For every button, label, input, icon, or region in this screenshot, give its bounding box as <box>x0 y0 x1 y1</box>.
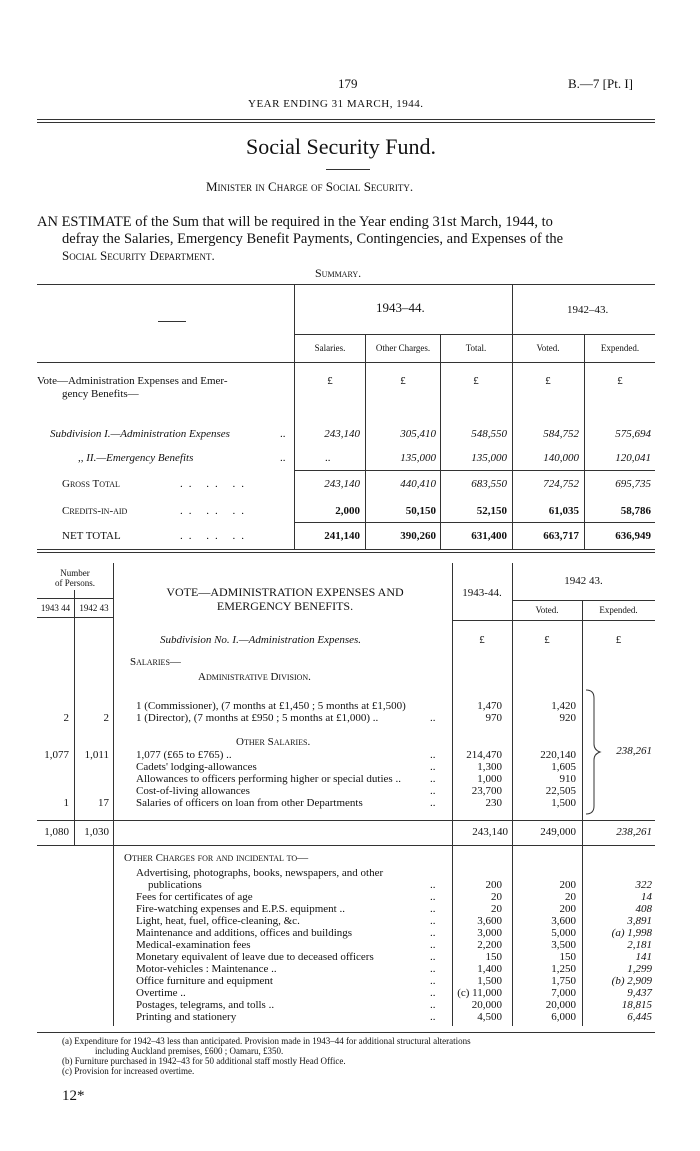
other-charge-voted: 7,000 <box>551 987 576 999</box>
salary-row-text: Salaries of officers on loan from other Departments <box>136 797 363 809</box>
summary-subhead-rule <box>294 334 655 335</box>
detail-head-rule <box>452 620 655 621</box>
salary-row-estimate: 214,470 <box>466 749 502 761</box>
summary-value: 120,041 <box>615 452 651 464</box>
leader-dots: .. <box>430 975 436 987</box>
summary-head-rule <box>37 362 655 363</box>
other-charge-text: Light, heat, fuel, office-cleaning, &c. <box>136 915 300 927</box>
header-rule <box>37 119 655 120</box>
persons-head-rule <box>37 598 113 599</box>
leader-dots: .. .. .. <box>180 505 250 517</box>
salary-row-estimate: 1,300 <box>477 761 502 773</box>
leader-dots: .. <box>430 987 436 999</box>
total-expended: 238,261 <box>616 826 652 838</box>
other-charge-estimate: 20 <box>491 891 502 903</box>
header-rule-2 <box>37 122 655 123</box>
col-salaries: Salaries. <box>314 343 346 353</box>
year-1943-44: 1943 44 <box>40 603 71 613</box>
summary-value: .. <box>325 452 331 464</box>
summary-col-divider <box>365 334 366 550</box>
footnote-b: (b) Furniture purchased in 1942–43 for 50 additional staff mostly Head Office. <box>62 1056 346 1066</box>
header-subtitle: YEAR ENDING 31 MARCH, 1944. <box>248 98 424 110</box>
summary-row-label: ,, II.—Emergency Benefits <box>78 452 194 464</box>
col-other-charges: Other Charges. <box>375 343 431 353</box>
other-charge-estimate: 4,500 <box>477 1011 502 1023</box>
summary-rule <box>294 470 655 471</box>
page-title: Social Security Fund. <box>246 134 437 159</box>
other-charge-text: Motor-vehicles : Maintenance .. <box>136 963 277 975</box>
leader-dots: .. <box>430 999 436 1011</box>
total-persons-1943: 1,080 <box>44 826 69 838</box>
num-persons-label: of Persons. <box>55 578 95 588</box>
salary-row-estimate: 970 <box>485 712 502 724</box>
other-charge-voted: 1,750 <box>551 975 576 987</box>
detail-heading: EMERGENCY BENEFITS. <box>216 599 354 613</box>
pound-sign: £ <box>617 375 623 387</box>
summary-value: 695,735 <box>615 478 651 490</box>
summary-value: 52,150 <box>476 505 507 517</box>
other-charge-expended: 6,445 <box>627 1011 652 1023</box>
summary-dash <box>158 321 186 322</box>
salary-row-voted: 1,420 <box>551 700 576 712</box>
other-charge-expended: 14 <box>641 891 652 903</box>
other-charge-text: Office furniture and equipment <box>136 975 273 987</box>
total-estimate: 243,140 <box>472 826 508 838</box>
detail-col-1943: 1943-44. <box>462 587 502 599</box>
summary-value: 440,410 <box>400 478 436 490</box>
minister-line: Minister in Charge of Social Security. <box>206 179 414 194</box>
other-charge-estimate: 20 <box>491 903 502 915</box>
summary-value: 135,000 <box>471 452 507 464</box>
summary-row-label: Subdivision I.—Administration Expenses <box>50 428 230 440</box>
leader-dots: .. <box>430 1011 436 1023</box>
salary-row-voted: 22,505 <box>545 785 576 797</box>
summary-value: 548,550 <box>471 428 507 440</box>
intro-line-3: Social Security Department. <box>62 248 215 263</box>
summary-value: 61,035 <box>548 505 579 517</box>
leader-dots: .. <box>430 749 436 761</box>
salary-row-voted: 1,605 <box>551 761 576 773</box>
leader-dots: .. .. .. <box>180 530 250 542</box>
leader-dots: .. <box>430 761 436 773</box>
other-charge-voted: 150 <box>559 951 576 963</box>
summary-year-current: 1943–44. <box>376 300 425 315</box>
other-charge-estimate: 2,200 <box>477 939 502 951</box>
bracket-expended-value: 238,261 <box>616 745 652 757</box>
intro-line-2: defray the Salaries, Emergency Benefit Payments, Contingencies, and Expenses of the <box>62 231 564 247</box>
summary-value: 243,140 <box>324 478 360 490</box>
other-charge-voted: 1,250 <box>551 963 576 975</box>
other-charge-estimate: 3,000 <box>477 927 502 939</box>
detail-total-rule <box>37 820 655 821</box>
leader-dots: .. <box>430 915 436 927</box>
summary-value: 58,786 <box>620 505 651 517</box>
leader-dots: .. <box>430 951 436 963</box>
detail-col-1942: 1942 43. <box>564 575 603 587</box>
salary-row-text: 1 (Commissioner), (7 months at £1,450 ; 5 months at £1,500) <box>136 700 406 712</box>
other-charge-text: Maintenance and additions, offices and buildings <box>136 927 353 939</box>
salary-row-estimate: 23,700 <box>471 785 502 797</box>
col-voted: Voted. <box>536 343 560 353</box>
salary-row-persons-1943: 1,077 <box>44 749 69 761</box>
other-charge-estimate: 200 <box>485 879 502 891</box>
other-charge-voted: 200 <box>559 879 576 891</box>
salary-row-text: Allowances to officers performing higher or special duties .. <box>136 773 401 785</box>
summary-value: 2,000 <box>335 505 360 517</box>
summary-value: 390,260 <box>400 530 436 542</box>
other-charge-expended: 408 <box>635 903 652 915</box>
other-charges-heading: Other Charges for and incidental to— <box>124 852 309 864</box>
salary-row-estimate: 1,470 <box>477 700 502 712</box>
salary-row-text: 1,077 (£65 to £765) .. <box>136 749 232 761</box>
col-total: Total. <box>465 343 487 353</box>
vote-label-1: Vote—Administration Expenses and Emer- <box>37 375 228 387</box>
other-charge-voted: 3,500 <box>551 939 576 951</box>
leader-dots: .. <box>280 428 286 440</box>
leader-dots: .. <box>430 785 436 797</box>
detail-heading: VOTE—ADMINISTRATION EXPENSES AND <box>166 585 404 599</box>
other-charge-expended: (b) 2,909 <box>611 975 652 987</box>
other-charge-estimate: 20,000 <box>471 999 502 1011</box>
salary-row-voted: 1,500 <box>551 797 576 809</box>
other-charge-estimate: 1,400 <box>477 963 502 975</box>
salary-row-voted: 910 <box>559 773 576 785</box>
salary-row-voted: 920 <box>559 712 576 724</box>
other-charge-text: Fire-watching expenses and E.P.S. equipment .. <box>136 903 345 915</box>
summary-title: Summary. <box>315 266 362 280</box>
summary-col-divider <box>440 334 441 550</box>
leader-dots: .. <box>280 452 286 464</box>
pound-sign: £ <box>545 375 551 387</box>
admin-division-heading: Administrative Division. <box>198 671 311 683</box>
salary-row-persons-1943: 1 <box>63 797 69 809</box>
other-charge-voted: 5,000 <box>551 927 576 939</box>
col-expended: Expended. <box>600 343 640 353</box>
summary-value: 636,949 <box>615 530 651 542</box>
summary-value: 305,410 <box>400 428 436 440</box>
total-persons-1942: 1,030 <box>84 826 109 838</box>
salary-row-persons-1943: 2 <box>63 712 69 724</box>
other-charge-estimate: 3,600 <box>477 915 502 927</box>
leader-dots: .. <box>430 939 436 951</box>
other-charge-text: Printing and stationery <box>136 1011 237 1023</box>
summary-col-divider <box>584 334 585 550</box>
summary-top-rule <box>37 284 655 285</box>
summary-value: 575,694 <box>615 428 651 440</box>
pound-sign: £ <box>615 634 622 646</box>
salary-row-estimate: 230 <box>485 797 502 809</box>
title-ornament <box>326 169 370 170</box>
summary-value: 663,717 <box>543 530 579 542</box>
page-mark: 12* <box>62 1088 85 1104</box>
pound-sign: £ <box>544 634 550 646</box>
summary-row-label: Credits-in-aid <box>62 505 128 517</box>
summary-value: 243,140 <box>324 428 360 440</box>
other-charge-voted: 6,000 <box>551 1011 576 1023</box>
summary-value: 683,550 <box>471 478 507 490</box>
other-salaries-heading: Other Salaries. <box>236 736 311 748</box>
detail-col-expended: Expended. <box>599 605 638 615</box>
pound-sign: £ <box>400 375 406 387</box>
other-charge-text: Monetary equivalent of leave due to deceased officers <box>136 951 374 963</box>
salary-row-persons-1942: 2 <box>103 712 109 724</box>
summary-bottom-rule-2 <box>37 552 655 553</box>
other-charge-estimate: 150 <box>485 951 502 963</box>
other-charge-voted: 20 <box>565 891 576 903</box>
leader-dots: .. <box>430 773 436 785</box>
other-charge-text-cont: publications <box>148 879 202 891</box>
detail-subhead-rule <box>512 600 655 601</box>
salary-row-persons-1942: 1,011 <box>84 749 109 761</box>
leader-dots: .. <box>430 891 436 903</box>
total-voted: 249,000 <box>540 826 576 838</box>
salary-row-estimate: 1,000 <box>477 773 502 785</box>
num-persons-label: Number <box>60 568 90 578</box>
other-charge-expended: 18,815 <box>621 999 652 1011</box>
other-charge-expended: 141 <box>635 951 652 963</box>
salary-row-voted: 220,140 <box>540 749 576 761</box>
leader-dots: .. <box>430 797 436 809</box>
detail-col-voted: Voted. <box>535 605 559 615</box>
footnote-a: (a) Expenditure for 1942–43 less than anticipated. Provision made in 1943–44 for additional structural alterations <box>62 1036 471 1046</box>
other-charge-text: Overtime .. <box>136 987 186 999</box>
footnote-a-cont: including Auckland premises, £600 ; Oamaru, £350. <box>95 1046 284 1056</box>
other-charge-text: Advertising, photographs, books, newspapers, and other <box>136 867 384 879</box>
salaries-heading: Salaries— <box>130 656 181 668</box>
other-charge-voted: 3,600 <box>551 915 576 927</box>
other-charge-expended: 1,299 <box>627 963 652 975</box>
intro-line-1: AN ESTIMATE of the Sum that will be required in the Year ending 31st March, 1944, to <box>37 214 553 230</box>
salary-row-text: Cost-of-living allowances <box>136 785 250 797</box>
summary-row-label: NET TOTAL <box>62 530 121 542</box>
salary-row-text: Cadets' lodging-allowances <box>136 761 257 773</box>
leader-dots: .. <box>430 927 436 939</box>
subdivision-heading: Subdivision No. I.—Administration Expenses. <box>160 634 362 646</box>
page-number: 179 <box>338 76 358 91</box>
detail-total-rule-2 <box>37 845 655 846</box>
salary-row-text: 1 (Director), (7 months at £950 ; 5 months at £1,000) .. <box>136 712 379 724</box>
pound-sign: £ <box>473 375 479 387</box>
pound-sign: £ <box>327 375 333 387</box>
summary-value: 241,140 <box>324 530 360 542</box>
footnote-rule <box>37 1032 655 1033</box>
summary-bottom-rule <box>37 549 655 550</box>
summary-year-previous: 1942–43. <box>567 304 609 316</box>
other-charge-expended: 2,181 <box>627 939 652 951</box>
vote-label-2: gency Benefits— <box>62 388 139 400</box>
other-charge-expended: 9,437 <box>627 987 652 999</box>
leader-dots: .. <box>430 879 436 891</box>
other-charge-voted: 200 <box>559 903 576 915</box>
summary-value: 631,400 <box>471 530 507 542</box>
summary-value: 724,752 <box>543 478 579 490</box>
other-charge-voted: 20,000 <box>545 999 576 1011</box>
summary-rule <box>294 522 655 523</box>
leader-dots: .. <box>430 712 436 724</box>
summary-col-divider-label <box>294 284 295 550</box>
summary-value: 135,000 <box>400 452 436 464</box>
leader-dots: .. <box>430 963 436 975</box>
pound-sign: £ <box>479 634 485 646</box>
leader-dots: .. .. .. <box>180 478 250 490</box>
summary-row-label: Gross Total <box>62 478 120 490</box>
other-charge-estimate: (c) 11,000 <box>457 987 502 999</box>
document-reference: B.—7 [Pt. I] <box>568 76 633 91</box>
footnote-c: (c) Provision for increased overtime. <box>62 1066 195 1076</box>
summary-value: 584,752 <box>543 428 579 440</box>
detail-col-divider <box>113 563 114 1026</box>
salary-row-persons-1942: 17 <box>98 797 109 809</box>
other-charge-expended: (a) 1,998 <box>611 927 652 939</box>
other-charge-estimate: 1,500 <box>477 975 502 987</box>
leader-dots: .. <box>430 903 436 915</box>
other-charge-text: Postages, telegrams, and tolls .. <box>136 999 275 1011</box>
summary-value: 50,150 <box>405 505 436 517</box>
other-charge-expended: 322 <box>635 879 652 891</box>
summary-value: 140,000 <box>543 452 579 464</box>
persons-head-rule <box>37 617 113 618</box>
other-charge-text: Fees for certificates of age <box>136 891 253 903</box>
year-1942-43: 1942 43 <box>79 603 109 613</box>
other-charge-expended: 3,891 <box>627 915 652 927</box>
other-charge-text: Medical-examination fees <box>136 939 251 951</box>
